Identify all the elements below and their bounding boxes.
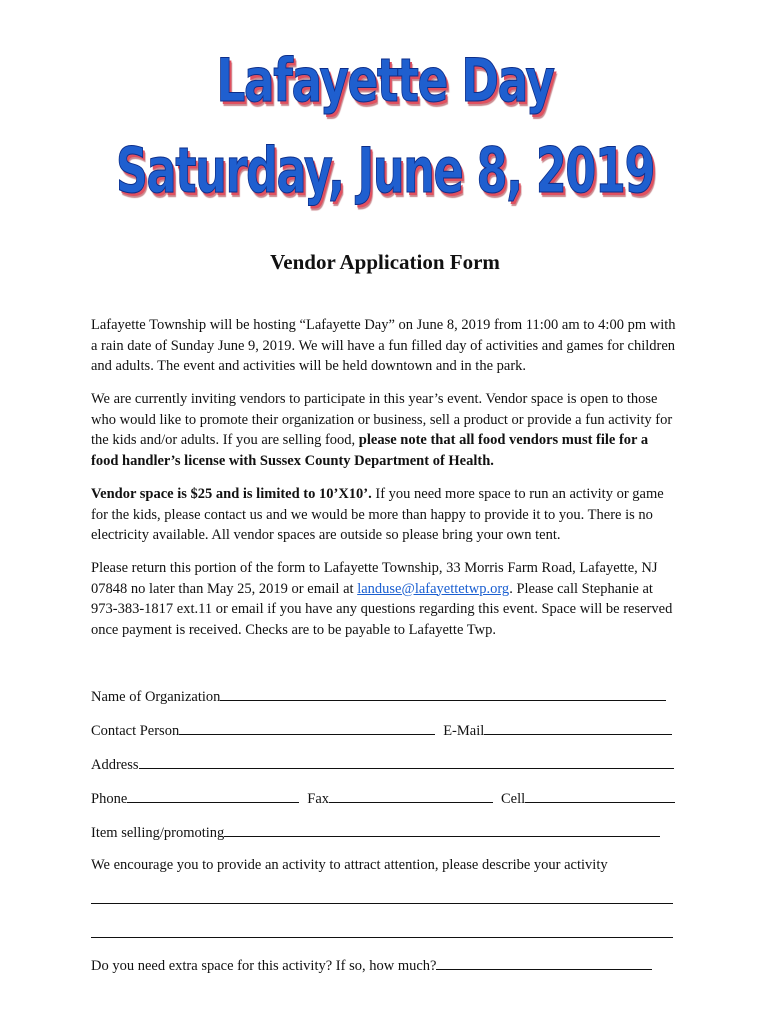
return-instructions-tail: . Please call Stephanie at 973-383-1817 ext.11 or email if you have any questions regarding this event. Space will be reserved once payment is received. Checks are to be payable to Lafayette Twp. [91, 580, 673, 638]
event-date-banner: Saturday, June 8, 2019 [115, 134, 655, 207]
cell-field[interactable] [525, 788, 675, 803]
address-row [91, 754, 674, 775]
phone-label: Phone [91, 791, 128, 807]
space-info-paragraph [91, 484, 679, 546]
extra-space-label: Do you need extra space for this activity? If so, how much? [91, 958, 437, 974]
item-row [91, 822, 660, 843]
activity-description-line[interactable] [91, 903, 673, 904]
organization-field[interactable] [220, 686, 666, 701]
email-field[interactable] [484, 720, 672, 735]
activity-description-line[interactable] [91, 937, 673, 938]
cell-label: Cell [501, 791, 526, 807]
address-label: Address [91, 757, 139, 773]
intro-paragraph: Lafayette Township will be hosting “Lafayette Day” on June 8, 2019 from 11:00 am to 4:00 pm with a rain date of Sunday June 9, 2019. We will have a fun filled day of activities and games for children and adults. The event and activities will be held downtown and in the park. [91, 317, 676, 374]
organization-label: Name of Organization [91, 689, 221, 705]
vendor-invite-text: We are currently inviting vendors to participate in this year’s event. Vendor space is open to those who would like to promote their organization or business, sell a product or provide a fun activity for the kids and/or adults. If you are selling food, [91, 391, 673, 448]
phone-field[interactable] [127, 788, 299, 803]
email-link[interactable]: landuse@lafayettetwp.org [357, 580, 510, 597]
contact-person-label: Contact Person [91, 723, 180, 739]
contact-row [91, 720, 672, 741]
space-fee-notice: Vendor space is $25 and is limited to 10’X10’. [91, 486, 372, 502]
vendor-invite-paragraph [91, 389, 679, 471]
item-label: Item selling/promoting [91, 825, 225, 841]
event-title-banner: Lafayette Day [216, 46, 554, 116]
fax-field[interactable] [329, 788, 493, 803]
extra-space-row [91, 955, 652, 976]
return-instructions-text: Please return this portion of the form to Lafayette Township, 33 Morris Farm Road, Lafayette, NJ 07848 no later than May 25, 2019 or email at [91, 560, 658, 597]
extra-space-field[interactable] [436, 955, 652, 970]
page-title: Vendor Application Form [270, 250, 500, 274]
organization-row [91, 686, 666, 707]
address-field[interactable] [139, 754, 674, 769]
activity-prompt: We encourage you to provide an activity to attract attention, please describe your activity [91, 857, 608, 873]
contact-person-field[interactable] [179, 720, 435, 735]
space-info-text: If you need more space to run an activity or game for the kids, please contact us and we would be more than happy to provide it to you. There is no electricity available. All vendor spaces are outside so please bring your own tent. [91, 486, 664, 543]
return-instructions-paragraph [91, 558, 679, 640]
item-field[interactable] [224, 822, 660, 837]
fax-label: Fax [307, 791, 329, 807]
phone-row [91, 788, 675, 809]
food-vendor-notice: please note that all food vendors must file for a food handler’s license with Sussex County Department of Health. [91, 432, 649, 469]
email-label: E-Mail [443, 723, 485, 739]
